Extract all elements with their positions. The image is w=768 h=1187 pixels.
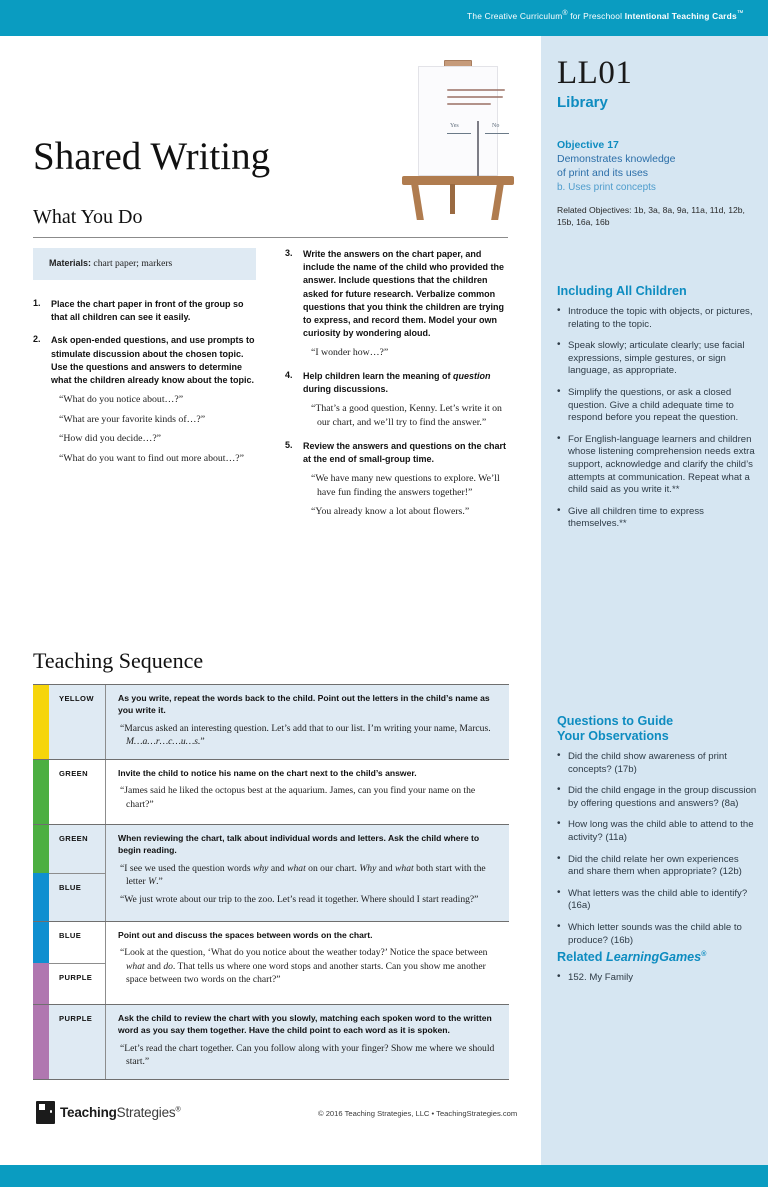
step-item xyxy=(285,248,513,360)
questions-to-guide-list xyxy=(557,751,757,947)
step-item xyxy=(33,298,258,324)
including-list-item: • Give all children time to express themselves.** xyxy=(557,506,755,531)
instruction-bold-text: Point out and discuss the spaces between words on the chart. xyxy=(118,930,373,940)
instruction-quote: “I see we used the question words why and what on our chart. Why and what both start with the letter W.” xyxy=(120,862,486,888)
steps-column-right xyxy=(285,248,513,529)
color-label-column xyxy=(49,1005,106,1079)
easel-yes-underline xyxy=(447,133,471,134)
card-code: LL01 xyxy=(557,55,633,91)
chart-paper xyxy=(418,66,498,176)
including-list-item: • Simplify the questions, or ask a closed question. Give a child adequate time to respond before you repeat the question. xyxy=(557,387,755,425)
easel-right-leg xyxy=(491,184,504,220)
objective-dimension: b. Uses print concepts xyxy=(557,182,656,193)
step-item xyxy=(285,370,513,430)
table-cell-instruction xyxy=(106,825,509,921)
step-text: Review the answers and questions on the chart at the end of small-group time. xyxy=(303,440,507,464)
banner-text xyxy=(467,10,744,21)
teaching-sequence-title: Teaching Sequence xyxy=(33,648,204,673)
instruction-bold-text: Invite the child to notice his name on the chart next to the child’s answer. xyxy=(118,768,417,778)
table-cell-instruction xyxy=(106,685,509,759)
footer xyxy=(0,1087,541,1143)
objective-description-line1: Demonstrates knowledge xyxy=(557,153,676,165)
step-quote: “I wonder how…?” xyxy=(311,347,389,359)
related-learning-games-title xyxy=(557,947,757,965)
logo-registered-mark: ® xyxy=(175,1106,181,1114)
table-row xyxy=(33,922,509,1004)
top-banner-bar xyxy=(0,0,768,36)
easel-no-underline xyxy=(485,133,509,134)
color-label-column xyxy=(49,685,106,759)
instruction-quote: “James said he liked the octopus best at the aquarium. James, can you find your name on the chart?” xyxy=(120,785,476,810)
color-swatch-column xyxy=(33,685,49,759)
including-all-children-section xyxy=(557,284,755,540)
banner-bold: Intentional Teaching Cards xyxy=(624,10,737,21)
teaching-sequence-table xyxy=(33,684,509,1080)
color-label-yellow: YELLOW xyxy=(59,694,94,703)
step-quote: “You already know a lot about flowers.” xyxy=(311,506,470,518)
color-swatch-green xyxy=(33,760,49,824)
right-sidebar xyxy=(541,36,768,1165)
step-text: Help children learn the meaning of question during discussions. xyxy=(303,371,491,395)
question-list-item: • How long was the child able to attend to the activity? (11a) xyxy=(557,819,757,844)
color-label-column xyxy=(49,825,106,921)
instruction-quote: “We just wrote about our trip to the zoo. Let’s read it together. Where should I start reading?” xyxy=(120,893,479,905)
color-label-purple: PURPLE xyxy=(59,1014,93,1023)
instruction-quote: “Look at the question, ‘What do you notice about the weather today?’ Notice the space between what and do. That tells us where one word stops and another starts. Can you show me another space between two words on the chart?” xyxy=(120,947,488,986)
table-row-border xyxy=(33,1079,509,1080)
step-quote: “What are your favorite kinds of…?” xyxy=(59,413,206,425)
step-number: 3. xyxy=(285,248,293,258)
table-row xyxy=(33,760,509,824)
instruction-bold-text: As you write, repeat the words back to the child. Point out the letters in the child’s name as you write it. xyxy=(118,693,490,716)
copyright-text: © 2016 Teaching Strategies, LLC • TeachingStrategies.com xyxy=(318,1109,518,1118)
color-label-green: GREEN xyxy=(59,834,89,843)
banner-tm-mark: ™ xyxy=(736,10,744,17)
materials-label: Materials: xyxy=(49,258,92,268)
table-row xyxy=(33,1005,509,1079)
step-item xyxy=(285,440,513,519)
including-all-children-title: Including All Children xyxy=(557,284,687,298)
step-quote: “That’s a good question, Kenny. Let’s write it on our chart, and we’ll try to find the answer.” xyxy=(311,403,502,429)
objective-description-line2: of print and its uses xyxy=(557,166,649,179)
including-list-item: • Introduce the topic with objects, or pictures, relating to the topic. xyxy=(557,306,755,331)
step-quote: “How did you decide…?” xyxy=(59,433,162,445)
color-swatch-blue xyxy=(33,873,49,921)
color-swatch-yellow xyxy=(33,685,49,759)
step-number: 5. xyxy=(285,439,293,450)
easel-yes-label: Yes xyxy=(450,123,459,129)
main-content-column xyxy=(0,36,541,1165)
logo-light-text: Strategies xyxy=(116,1105,176,1120)
question-list-item: • What letters was the child able to identify? (16a) xyxy=(557,888,757,913)
color-swatch-column xyxy=(33,1005,49,1079)
color-swatch-purple xyxy=(33,963,49,1004)
questions-to-guide-section xyxy=(557,714,757,956)
instruction-bold-text: Ask the child to review the chart with you slowly, matching each spoken word to the written word as you say them together. Have the child point to each word as it is spoken. xyxy=(118,1013,492,1036)
color-swatch-column xyxy=(33,825,49,921)
color-label-column xyxy=(49,922,106,1004)
materials-box xyxy=(33,248,256,280)
banner-prefix: The Creative Curriculum xyxy=(467,10,563,21)
including-list-item: • For English-language learners and children whose listening comprehension needs extra support, acknowledge and clarify the child’s attempts at communication. Repeat what a child said as you write it.** xyxy=(557,434,755,497)
table-cell-instruction xyxy=(106,760,509,824)
including-list-item: • Speak slowly; articulate clearly; use facial expressions, simple gestures, or sign language, as appropriate. xyxy=(557,340,755,378)
question-list-item: • Did the child relate her own experiences and share them when appropriate? (12b) xyxy=(557,854,757,879)
card-interest-area: Library xyxy=(557,94,608,111)
questions-title-line1: Questions to Guide xyxy=(557,714,674,728)
objective-description xyxy=(557,153,750,180)
materials-value: chart paper; markers xyxy=(91,258,173,269)
step-number: 1. xyxy=(33,298,41,308)
easel-left-leg xyxy=(411,184,424,220)
color-label-blue: BLUE xyxy=(59,931,82,940)
easel-illustration-icon xyxy=(398,56,523,221)
step-number: 4. xyxy=(285,370,293,381)
color-label-purple: PURPLE xyxy=(49,963,105,1004)
door-logo-icon xyxy=(36,1101,55,1124)
questions-to-guide-title xyxy=(557,714,757,744)
banner-middle: for Preschool xyxy=(567,10,625,21)
color-label-blue: BLUE xyxy=(49,873,105,921)
steps-column-left xyxy=(33,298,258,476)
question-list-item: • Did the child show awareness of print concepts? (17b) xyxy=(557,751,757,776)
easel-column-divider xyxy=(477,121,479,183)
table-cell-instruction xyxy=(106,1005,509,1079)
question-list-item: • Which letter sounds was the child able to produce? (16b) xyxy=(557,922,757,947)
related-objectives: Related Objectives: 1b, 3a, 8a, 9a, 11a, 11d, 12b, 15b, 16a, 16b xyxy=(557,204,745,227)
logo-bold-text: Teaching xyxy=(60,1105,117,1120)
table-row xyxy=(33,685,509,759)
step-quote: “We have many new questions to explore. We’ll have fun finding the answers together!” xyxy=(311,473,500,498)
step-text: Ask open-ended questions, and use prompts to stimulate discussion about the chosen topic. Use the questions and answers to determine what the children already know about the topic. xyxy=(51,335,255,386)
step-item xyxy=(33,334,258,465)
bottom-banner-bar xyxy=(0,1165,768,1187)
objective-title: Objective 17 xyxy=(557,139,619,151)
easel-no-label: No xyxy=(492,123,500,129)
page-title: Shared Writing xyxy=(33,135,271,178)
games-title-italic: LearningGames xyxy=(606,950,702,965)
table-cell-instruction xyxy=(106,922,509,1004)
section-divider xyxy=(33,237,508,238)
questions-title-line2: Your Observations xyxy=(557,729,669,743)
step-text: Place the chart paper in front of the group so that all children can see it easily. xyxy=(51,299,244,323)
instruction-bold-text: When reviewing the chart, talk about individual words and letters. Ask the child where to begin reading. xyxy=(118,833,480,856)
teaching-strategies-logo xyxy=(36,1101,180,1124)
step-text: Write the answers on the chart paper, and include the name of the child who provided the answer. Include questions that the children asked for future research. Verbalize common questions that you think the children are trying to express, and record them. Model your own curiosity by wondering aloud. xyxy=(303,249,505,339)
color-swatch-blue xyxy=(33,922,49,963)
instruction-quote: “Marcus asked an interesting question. Let’s add that to our list. I’m writing your name, Marcus. M…a…r…c…u…s.” xyxy=(120,722,491,748)
step-number: 2. xyxy=(33,334,41,345)
color-swatch-green xyxy=(33,825,49,873)
color-label-green: GREEN xyxy=(59,769,89,778)
color-swatch-purple xyxy=(33,1005,49,1079)
question-list-item: • Did the child engage in the group discussion by offering questions and answers? (8a) xyxy=(557,785,757,810)
step-quote: “What do you want to find out more about…?” xyxy=(59,453,245,464)
including-all-children-list xyxy=(557,306,755,531)
easel-center-leg xyxy=(450,184,455,214)
step-quote: “What do you notice about…?” xyxy=(59,394,184,406)
color-label-column xyxy=(49,760,106,824)
learning-game-list-item: • 152. My Family xyxy=(557,972,757,985)
related-learning-games-list xyxy=(557,972,757,985)
color-swatch-column xyxy=(33,922,49,1004)
games-registered-mark: ® xyxy=(701,951,707,958)
handwriting-lines xyxy=(447,89,509,110)
related-learning-games-section xyxy=(557,947,757,994)
table-row xyxy=(33,825,509,921)
games-title-plain: Related xyxy=(557,950,606,965)
banner-registered-mark: ® xyxy=(562,10,568,17)
color-swatch-column xyxy=(33,760,49,824)
section-heading-what-you-do: What You Do xyxy=(33,206,143,228)
instruction-quote: “Let’s read the chart together. Can you follow along with your finger? Show me where we should start.” xyxy=(120,1042,495,1068)
